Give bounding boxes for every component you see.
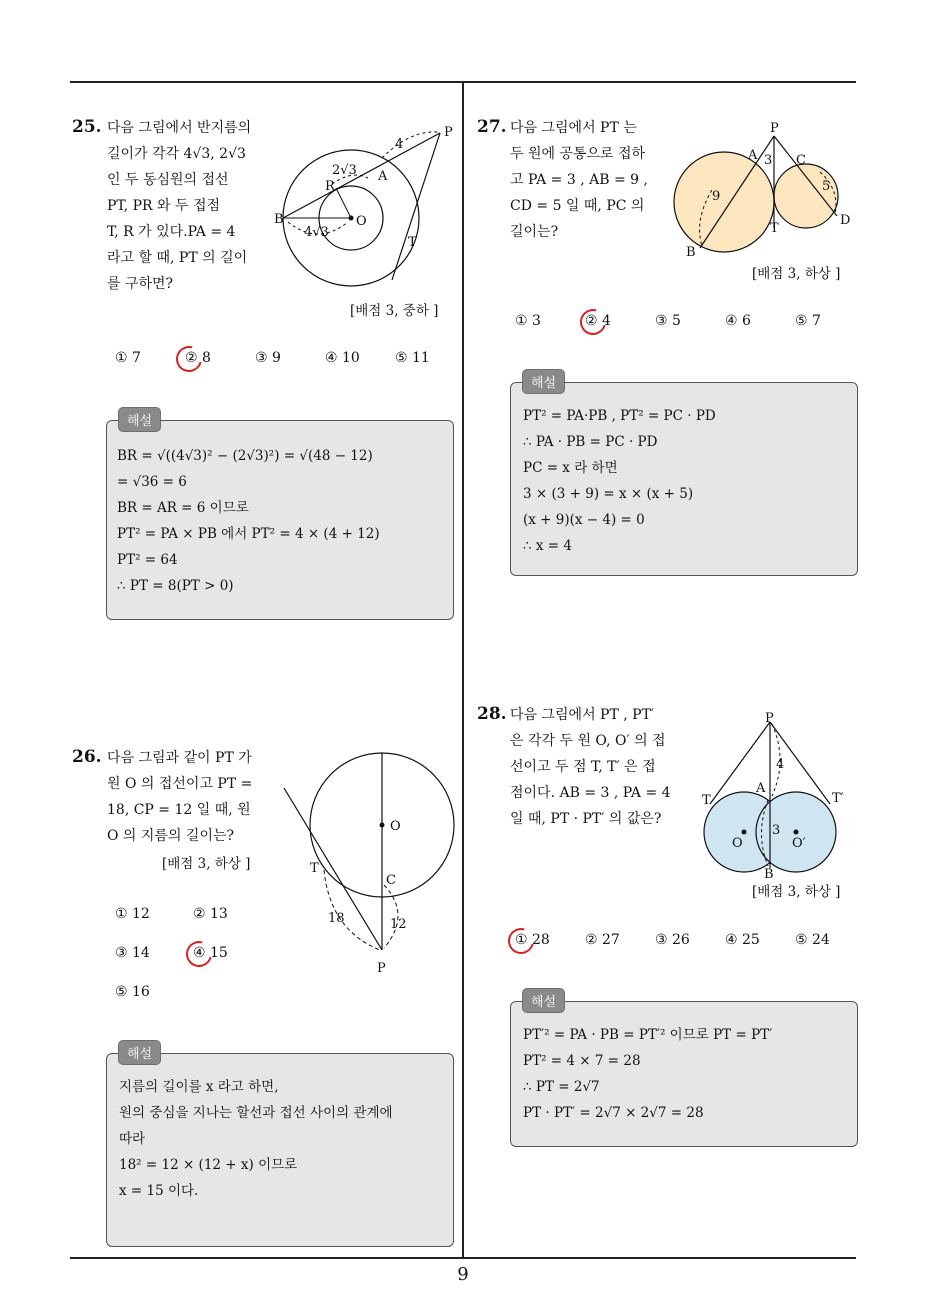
q28-label-O: O [732, 836, 743, 851]
q26-figure [282, 750, 462, 980]
q25-solution-box [106, 420, 454, 620]
q25-sol-line: = √36 = 6 [117, 474, 187, 490]
q25-choice-2[interactable]: ② 8 [185, 350, 211, 366]
q27-label-C: C [796, 153, 806, 168]
q26-number: 26. [72, 747, 102, 767]
q28-line: 은 각각 두 원 O, O′ 의 접 [510, 733, 666, 749]
q28-sol-line: PT′² = PA · PB = PT′² 이므로 PT = PT′ [523, 1027, 773, 1043]
q27-figure [672, 120, 857, 260]
q25-label-4r3: 4√3 [304, 225, 329, 240]
q25-label-O: O [356, 214, 367, 229]
q27-text [510, 115, 670, 245]
q28-choices [515, 932, 845, 948]
q25-line: T, R 가 있다.PA = 4 [107, 224, 236, 240]
q26-sol-line: 원의 중심을 지나는 할선과 접선 사이의 관계에 [119, 1105, 393, 1121]
q26-solution [119, 1074, 393, 1204]
q26-score: [배점 3, 하상 ] [162, 856, 251, 872]
q25-line: 다음 그림에서 반지름의 [107, 120, 252, 136]
q25-choice-4[interactable]: ④ 10 [325, 350, 360, 366]
q25-label-2r3: 2√3 [332, 163, 357, 178]
q28-sol-line: PT² = 4 × 7 = 28 [523, 1053, 641, 1069]
q28-solution-box [510, 1001, 858, 1147]
q28-answer-mark [503, 923, 539, 959]
q27-line: 두 원에 공통으로 접하 [510, 146, 646, 162]
q28-label-T-prime: T′ [832, 791, 844, 806]
q25-choice-5[interactable]: ⑤ 11 [395, 350, 430, 366]
q28-label-3: 3 [772, 823, 781, 838]
q26-sol-line: 따라 [119, 1131, 146, 1147]
q27-label-T: T [770, 221, 779, 236]
q28-text [510, 702, 690, 832]
q25-line: 길이가 각각 4√3, 2√3 [107, 146, 246, 162]
q27-solution-tag: 해설 [522, 369, 565, 394]
bottom-rule [70, 1257, 856, 1259]
q25-answer-mark [171, 341, 207, 377]
q25-choices [115, 350, 455, 366]
q27-answer-mark [575, 304, 611, 340]
q27-line: 다음 그림에서 PT 는 [510, 120, 637, 136]
q28-solution [523, 1022, 772, 1126]
q25-label-B: B [274, 212, 284, 227]
q26-choice-2[interactable]: ② 13 [193, 906, 228, 922]
q26-line: 18, CP = 12 일 때, 원 [107, 802, 251, 818]
q25-sol-line: PT² = PA × PB 에서 PT² = 4 × (4 + 12) [117, 526, 380, 542]
q27-line: 길이는? [510, 224, 559, 240]
q26-line: 원 O 의 접선이고 PT = [107, 776, 253, 792]
q26-label-C: C [386, 873, 396, 888]
q25-sol-line: BR = AR = 6 이므로 [117, 500, 249, 516]
q28-sol-line: ∴ PT = 2√7 [523, 1079, 600, 1095]
q26-solution-box [106, 1053, 454, 1247]
q28-choice-3[interactable]: ③ 26 [655, 932, 690, 948]
q26-sol-line: 지름의 길이를 x 라고 하면, [119, 1079, 279, 1095]
q27-solution-box [510, 382, 858, 576]
q25-sol-line: ∴ PT = 8(PT > 0) [117, 578, 234, 594]
q28-label-O-prime: O′ [792, 836, 806, 851]
q28-label-P: P [765, 711, 774, 726]
q28-line: 점이다. AB = 3 , PA = 4 [510, 785, 671, 801]
column-divider [462, 82, 464, 1258]
q26-label-T: T [310, 861, 319, 876]
q26-choices-row1 [115, 906, 271, 922]
q26-choice-4[interactable]: ④ 15 [193, 945, 228, 961]
q27-choice-4[interactable]: ④ 6 [725, 313, 751, 329]
q25-sol-line: PT² = 64 [117, 552, 178, 568]
q28-label-A: A [756, 781, 766, 796]
q26-solution-tag: 해설 [118, 1040, 161, 1065]
q25-line: PT, PR 와 두 접점 [107, 198, 221, 214]
page-number: 9 [457, 1264, 469, 1285]
q27-score: [배점 3, 하상 ] [752, 266, 841, 282]
q28-choice-5[interactable]: ⑤ 24 [795, 932, 830, 948]
q28-choice-4[interactable]: ④ 25 [725, 932, 760, 948]
q27-label-3: 3 [764, 153, 773, 168]
q26-choice-3[interactable]: ③ 14 [115, 945, 150, 961]
q26-label-18: 18 [328, 911, 345, 926]
q27-choice-2[interactable]: ② 4 [585, 313, 611, 329]
q27-label-P: P [770, 121, 779, 136]
q28-solution-tag: 해설 [522, 988, 565, 1013]
q26-line: 다음 그림과 같이 PT 가 [107, 750, 252, 766]
q27-sol-line: ∴ x = 4 [523, 538, 572, 554]
q27-choices [515, 313, 845, 329]
q25-solution [117, 443, 380, 599]
q25-sol-line: BR = √((4√3)² − (2√3)²) = √(48 − 12) [117, 448, 373, 464]
q27-label-5: 5 [822, 179, 831, 194]
q26-text [107, 745, 272, 849]
q27-choice-1[interactable]: ① 3 [515, 313, 541, 329]
q26-choice-1[interactable]: ① 12 [115, 906, 150, 922]
q27-choice-3[interactable]: ③ 5 [655, 313, 681, 329]
q25-label-4: 4 [395, 137, 404, 152]
q25-label-P: P [444, 125, 453, 140]
q28-line: 다음 그림에서 PT , PT′ [510, 707, 655, 723]
q25-figure [270, 118, 460, 288]
q28-label-B: B [764, 867, 774, 882]
q27-line: CD = 5 일 때, PC 의 [510, 198, 645, 214]
q28-label-4: 4 [776, 757, 785, 772]
q25-text [107, 115, 272, 297]
q26-sol-line: x = 15 이다. [119, 1183, 199, 1199]
q27-sol-line: ∴ PA · PB = PC · PD [523, 434, 658, 450]
q27-solution [523, 403, 716, 559]
q27-line: 고 PA = 3 , AB = 9 , [510, 172, 648, 188]
q25-line: 라고 할 때, PT 의 길이 [107, 250, 248, 266]
q25-line: 를 구하면? [107, 276, 174, 292]
q27-sol-line: 3 × (3 + 9) = x × (x + 5) [523, 486, 694, 502]
q25-choice-3[interactable]: ③ 9 [255, 350, 281, 366]
q26-sol-line: 18² = 12 × (12 + x) 이므로 [119, 1157, 298, 1173]
q25-label-R: R [325, 179, 335, 194]
q25-line: 인 두 동심원의 접선 [107, 172, 229, 188]
q26-label-P: P [377, 961, 386, 976]
q26-choice-5[interactable]: ⑤ 16 [115, 984, 150, 1000]
q27-sol-line: PC = x 라 하면 [523, 460, 618, 476]
q27-number: 27. [477, 117, 507, 137]
q28-line: 일 때, PT · PT′ 의 값은? [510, 811, 662, 827]
q28-figure [700, 710, 855, 880]
q28-label-T: T [702, 793, 711, 808]
q26-label-12: 12 [390, 917, 407, 932]
q28-number: 28. [477, 704, 507, 724]
q27-label-A: A [748, 148, 758, 163]
q28-choice-2[interactable]: ② 27 [585, 932, 620, 948]
q26-line: O 의 지름의 길이는? [107, 828, 235, 844]
q26-answer-mark [181, 936, 217, 972]
q27-label-B: B [686, 245, 696, 260]
q25-score: [배점 3, 중하 ] [350, 303, 439, 319]
q25-label-A: A [378, 169, 388, 184]
q27-choice-5[interactable]: ⑤ 7 [795, 313, 821, 329]
q28-choice-1[interactable]: ① 28 [515, 932, 550, 948]
q27-label-9: 9 [712, 189, 721, 204]
q27-label-D: D [840, 213, 851, 228]
q28-sol-line: PT · PT′ = 2√7 × 2√7 = 28 [523, 1105, 704, 1121]
q27-sol-line: PT² = PA·PB , PT² = PC · PD [523, 408, 716, 424]
q26-choices-row3 [115, 984, 193, 1000]
q25-label-T: T [408, 235, 417, 250]
q25-choice-1[interactable]: ① 7 [115, 350, 141, 366]
q25-number: 25. [72, 117, 102, 137]
q26-label-O: O [390, 819, 401, 834]
q25-solution-tag: 해설 [118, 407, 161, 432]
q27-sol-line: (x + 9)(x − 4) = 0 [523, 512, 645, 528]
q28-score: [배점 3, 하상 ] [752, 884, 841, 900]
q28-line: 선이고 두 점 T, T′ 은 접 [510, 759, 656, 775]
